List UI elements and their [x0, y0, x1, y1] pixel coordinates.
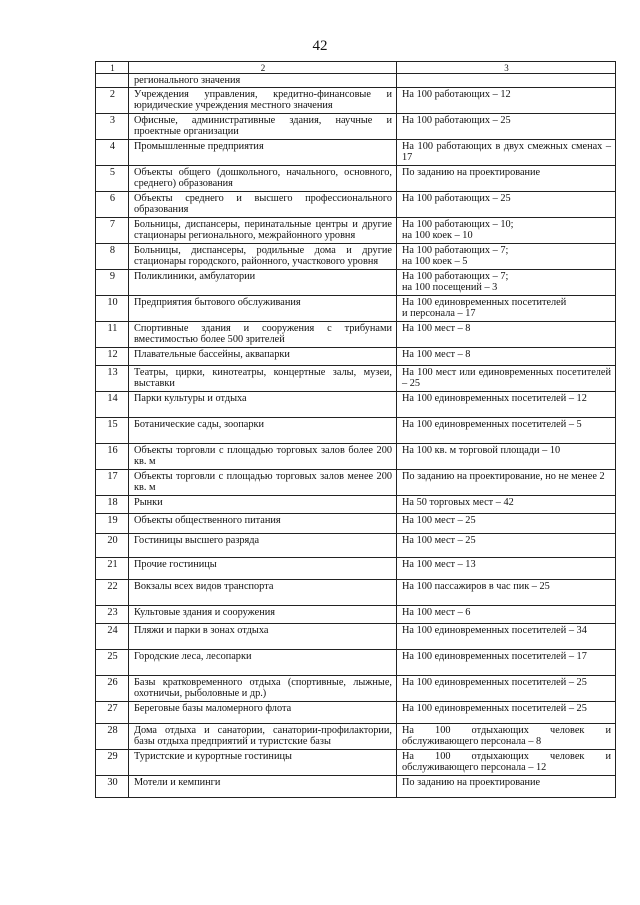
cell-norm: На 100 мест или единовременных посетителей – 25: [397, 366, 616, 392]
cell-norm: На 100 пассажиров в час пик – 25: [397, 580, 616, 606]
cell-norm: На 100 работающих – 10; на 100 коек – 10: [397, 218, 616, 244]
cell-norm: На 100 единовременных посетителей – 17: [397, 650, 616, 676]
cell-object-type: Прочие гостиницы: [129, 558, 397, 580]
cell-object-type: регионального значения: [129, 74, 397, 88]
cell-norm: [397, 74, 616, 88]
cell-norm: На 100 отдыхающих человек и обслуживающего персонала – 12: [397, 750, 616, 776]
table-row: [96, 496, 616, 514]
cell-norm: На 100 единовременных посетителей – 25: [397, 702, 616, 724]
cell-number: 13: [96, 366, 129, 392]
cell-number: 8: [96, 244, 129, 270]
table-row: [96, 296, 616, 322]
cell-norm: На 100 единовременных посетителей – 25: [397, 676, 616, 702]
cell-number: 26: [96, 676, 129, 702]
cell-norm: На 100 работающих в двух смежных сменах – 17: [397, 140, 616, 166]
cell-number: 7: [96, 218, 129, 244]
table-row: [96, 418, 616, 444]
cell-object-type: Дома отдыха и санатории, санатории-профилактории, базы отдыха предприятий и туристские базы: [129, 724, 397, 750]
cell-number: 24: [96, 624, 129, 650]
cell-norm: На 100 работающих – 25: [397, 114, 616, 140]
cell-object-type: Ботанические сады, зоопарки: [129, 418, 397, 444]
table-row: [96, 114, 616, 140]
table-row: [96, 444, 616, 470]
cell-object-type: Объекты торговли с площадью торговых залов более 200 кв. м: [129, 444, 397, 470]
cell-object-type: Промышленные предприятия: [129, 140, 397, 166]
cell-object-type: Рынки: [129, 496, 397, 514]
cell-number: 29: [96, 750, 129, 776]
table-row: [96, 676, 616, 702]
cell-object-type: Мотели и кемпинги: [129, 776, 397, 798]
cell-number: 11: [96, 322, 129, 348]
cell-object-type: Офисные, административные здания, научные и проектные организации: [129, 114, 397, 140]
table-row: [96, 558, 616, 580]
cell-norm: На 100 единовременных посетителей – 12: [397, 392, 616, 418]
cell-object-type: Объекты общего (дошкольного, начального, основного, среднего) образования: [129, 166, 397, 192]
cell-norm: На 100 отдыхающих человек и обслуживающего персонала – 8: [397, 724, 616, 750]
cell-object-type: Объекты торговли с площадью торговых залов менее 200 кв. м: [129, 470, 397, 496]
cell-number: 9: [96, 270, 129, 296]
cell-norm: На 100 единовременных посетителей и персонала – 17: [397, 296, 616, 322]
cell-norm: На 100 мест – 25: [397, 534, 616, 558]
table-row: [96, 750, 616, 776]
cell-number: 20: [96, 534, 129, 558]
cell-object-type: Больницы, диспансеры, перинатальные центры и другие стационары регионального, межрайонного уровня: [129, 218, 397, 244]
cell-number: 12: [96, 348, 129, 366]
header-col-1: 1: [96, 62, 129, 74]
cell-object-type: Гостиницы высшего разряда: [129, 534, 397, 558]
cell-number: 10: [96, 296, 129, 322]
page-number: 42: [312, 38, 328, 54]
cell-norm: По заданию на проектирование: [397, 776, 616, 798]
cell-object-type: Поликлиники, амбулатории: [129, 270, 397, 296]
table-row: [96, 650, 616, 676]
cell-norm: На 100 работающих – 7; на 100 посещений – 3: [397, 270, 616, 296]
cell-number: 22: [96, 580, 129, 606]
cell-norm: На 100 мест – 6: [397, 606, 616, 624]
cell-norm: На 100 работающих – 7; на 100 коек – 5: [397, 244, 616, 270]
cell-number: 5: [96, 166, 129, 192]
cell-norm: На 100 работающих – 25: [397, 192, 616, 218]
table-row: [96, 140, 616, 166]
cell-object-type: Учреждения управления, кредитно-финансовые и юридические учреждения местного значения: [129, 88, 397, 114]
cell-object-type: Пляжи и парки в зонах отдыха: [129, 624, 397, 650]
cell-number: 15: [96, 418, 129, 444]
cell-object-type: Парки культуры и отдыха: [129, 392, 397, 418]
cell-number: 27: [96, 702, 129, 724]
cell-norm: На 100 кв. м торговой площади – 10: [397, 444, 616, 470]
table-row: [96, 88, 616, 114]
cell-number: 28: [96, 724, 129, 750]
cell-number: 4: [96, 140, 129, 166]
cell-norm: На 100 мест – 8: [397, 322, 616, 348]
table-row: [96, 392, 616, 418]
cell-number: 3: [96, 114, 129, 140]
cell-object-type: Больницы, диспансеры, родильные дома и другие стационары городского, районного, участкового уровня: [129, 244, 397, 270]
cell-object-type: Культовые здания и сооружения: [129, 606, 397, 624]
table-row: [96, 702, 616, 724]
table-row: [96, 166, 616, 192]
cell-number: 25: [96, 650, 129, 676]
cell-object-type: Туристские и курортные гостиницы: [129, 750, 397, 776]
table-row: [96, 514, 616, 534]
cell-object-type: Базы кратковременного отдыха (спортивные, лыжные, охотничьи, рыболовные и др.): [129, 676, 397, 702]
cell-number: 18: [96, 496, 129, 514]
cell-number: 6: [96, 192, 129, 218]
cell-norm: На 100 мест – 25: [397, 514, 616, 534]
cell-object-type: Объекты общественного питания: [129, 514, 397, 534]
table-row: [96, 270, 616, 296]
cell-object-type: Предприятия бытового обслуживания: [129, 296, 397, 322]
table-body: [96, 74, 616, 798]
header-row: [96, 62, 616, 74]
table-row: [96, 366, 616, 392]
cell-norm: На 100 единовременных посетителей – 5: [397, 418, 616, 444]
table-row: [96, 218, 616, 244]
cell-number: [96, 74, 129, 88]
cell-number: 17: [96, 470, 129, 496]
cell-norm: По заданию на проектирование: [397, 166, 616, 192]
header-col-2: 2: [129, 62, 397, 74]
cell-object-type: Вокзалы всех видов транспорта: [129, 580, 397, 606]
table-row: [96, 606, 616, 624]
table-row: [96, 776, 616, 798]
cell-norm: На 100 мест – 8: [397, 348, 616, 366]
cell-number: 19: [96, 514, 129, 534]
cell-norm: На 50 торговых мест – 42: [397, 496, 616, 514]
table-row-continuation: [96, 74, 616, 88]
cell-norm: На 100 мест – 13: [397, 558, 616, 580]
table-row: [96, 322, 616, 348]
table-row: [96, 348, 616, 366]
table-row: [96, 192, 616, 218]
cell-number: 30: [96, 776, 129, 798]
table-header: [96, 62, 616, 74]
cell-number: 2: [96, 88, 129, 114]
cell-norm: По заданию на проектирование, но не менее 2: [397, 470, 616, 496]
table-row: [96, 244, 616, 270]
cell-norm: На 100 работающих – 12: [397, 88, 616, 114]
cell-object-type: Театры, цирки, кинотеатры, концертные залы, музеи, выставки: [129, 366, 397, 392]
cell-number: 23: [96, 606, 129, 624]
cell-norm: На 100 единовременных посетителей – 34: [397, 624, 616, 650]
cell-object-type: Береговые базы маломерного флота: [129, 702, 397, 724]
cell-number: 16: [96, 444, 129, 470]
header-col-3: 3: [397, 62, 616, 74]
cell-number: 21: [96, 558, 129, 580]
table-row: [96, 724, 616, 750]
parking-norms-table: [95, 61, 616, 798]
cell-object-type: Объекты среднего и высшего профессионального образования: [129, 192, 397, 218]
cell-number: 14: [96, 392, 129, 418]
table-row: [96, 624, 616, 650]
cell-object-type: Плавательные бассейны, аквапарки: [129, 348, 397, 366]
cell-object-type: Городские леса, лесопарки: [129, 650, 397, 676]
table-row: [96, 580, 616, 606]
table-row: [96, 534, 616, 558]
cell-object-type: Спортивные здания и сооружения с трибунами вместимостью более 500 зрителей: [129, 322, 397, 348]
table-row: [96, 470, 616, 496]
